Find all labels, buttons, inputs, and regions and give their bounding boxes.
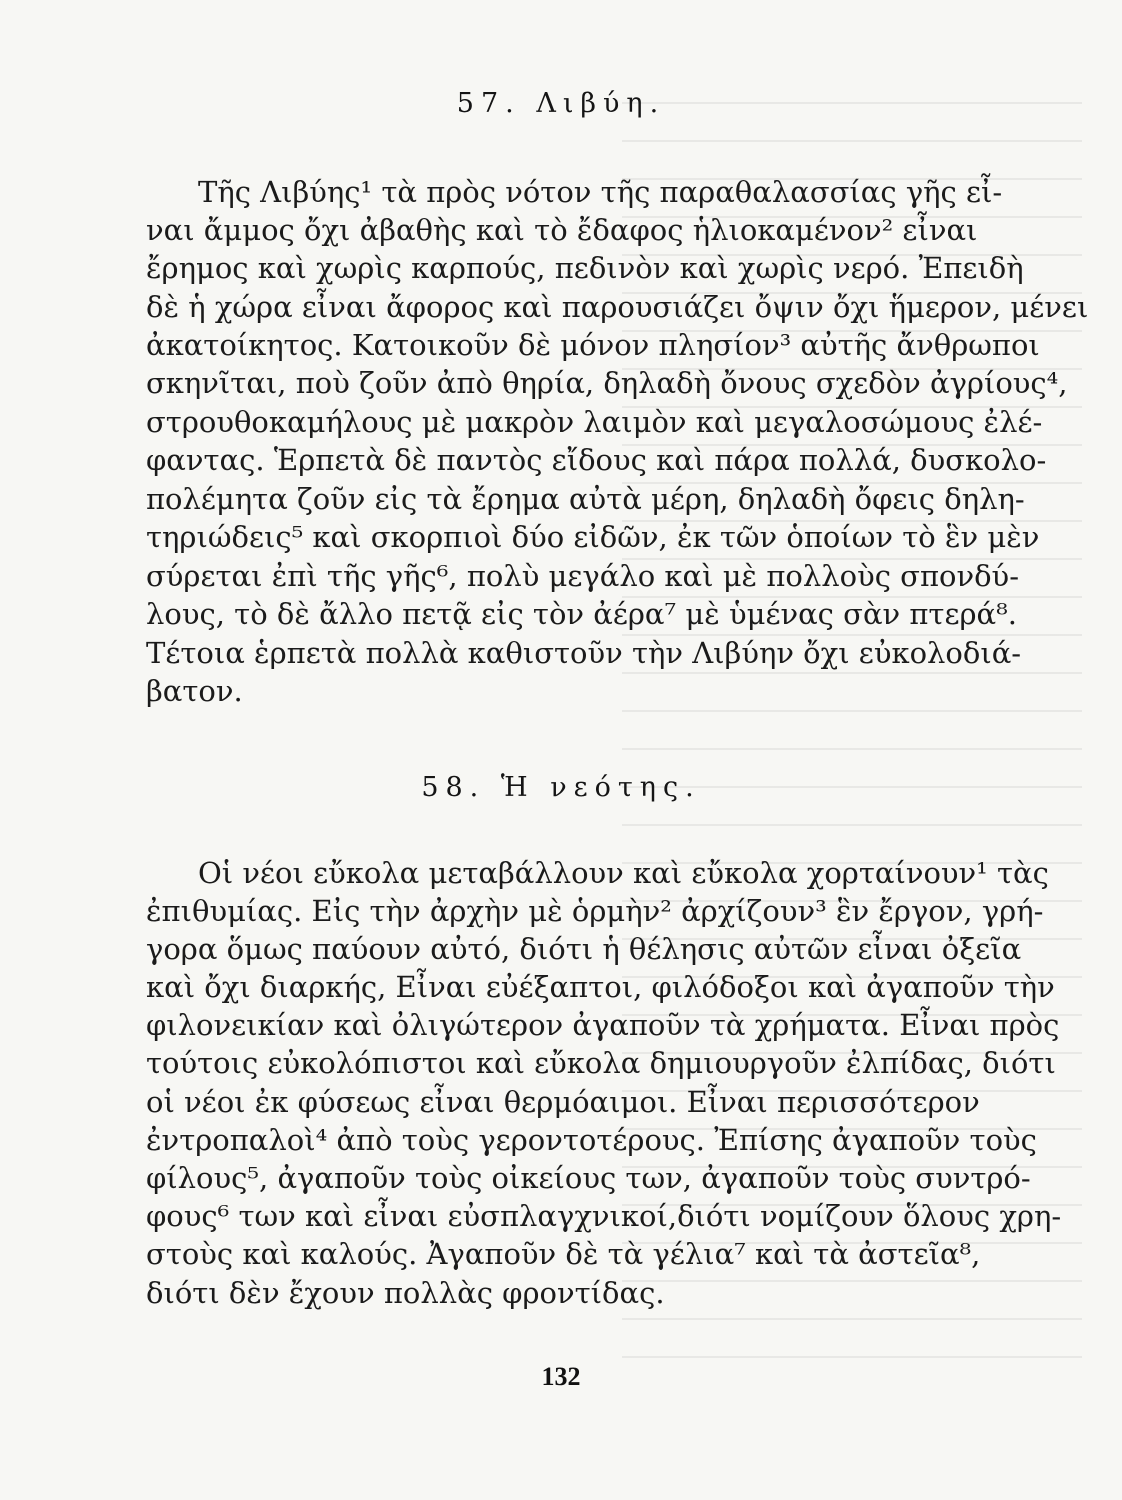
section-57-line: στρουθοκαμήλους μὲ μακρὸν λαιμὸν καὶ μεγαλοσώμους ἐλέ-	[146, 405, 1043, 439]
section-57-line: βατον.	[146, 674, 243, 708]
section-57-line: ἔρημος καὶ χωρὶς καρπούς, πεδινὸν καὶ χωρὶς νερό. Ἐπειδὴ	[146, 251, 1024, 285]
section-58-line: τούτοις εὐκολόπιστοι καὶ εὔκολα δημιουργοῦν ἐλπίδας, διότι	[146, 1046, 1056, 1080]
section-57-line: Τῆς Λιβύης¹ τὰ πρὸς νότον τῆς παραθαλασσίας γῆς εἶ-	[198, 175, 1003, 209]
section-57-title: 57. Λιβύη.	[456, 88, 666, 119]
section-57-line: πολέμητα ζοῦν εἰς τὰ ἔρημα αὐτὰ μέρη, δηλαδὴ ὄφεις δηλη-	[146, 482, 1025, 516]
section-58-line: ἐπιθυμίας. Εἰς τὴν ἀρχὴν μὲ ὁρμὴν² ἀρχίζουν³ ἓν ἔργον, γρή-	[146, 894, 1044, 928]
section-58-line: καὶ ὄχι διαρκής, Εἶναι εὐέξαπτοι, φιλόδοξοι καὶ ἀγαποῦν τὴν	[146, 970, 1055, 1004]
section-57-line: τηριώδεις⁵ καὶ σκορπιοὶ δύο εἰδῶν, ἐκ τῶν ὁποίων τὸ ἓν μὲν	[146, 520, 1040, 554]
section-57-line: ναι ἄμμος ὄχι ἀβαθὴς καὶ τὸ ἔδαφος ἡλιοκαμένον² εἶναι	[146, 213, 978, 247]
section-58-line: διότι δὲν ἔχουν πολλὰς φροντίδας.	[146, 1276, 665, 1310]
section-57-line: λους, τὸ δὲ ἄλλο πετᾷ εἰς τὸν ἀέρα⁷ μὲ ὑμένας σὰν πτερά⁸.	[146, 597, 1017, 631]
section-58-line: φίλους⁵, ἀγαποῦν τοὺς οἰκείους των, ἀγαποῦν τοὺς συντρό-	[146, 1161, 1031, 1195]
section-57-line: φαντας. Ἑρπετὰ δὲ παντὸς εἴδους καὶ πάρα πολλά, δυσκολο-	[146, 443, 1047, 477]
page-number: 132	[541, 1362, 581, 1391]
section-58-line: φιλονεικίαν καὶ ὀλιγώτερον ἀγαποῦν τὰ χρήματα. Εἶναι πρὸς	[146, 1008, 1060, 1042]
section-58-line: Οἱ νέοι εὔκολα μεταβάλλουν καὶ εὔκολα χορταίνουν¹ τὰς	[198, 856, 1049, 890]
section-58-line: φους⁶ των καὶ εἶναι εὐσπλαγχνικοί,διότι νομίζουν ὅλους χρη-	[146, 1199, 1062, 1233]
section-58-line: οἱ νέοι ἐκ φύσεως εἶναι θερμόαιμοι. Εἶναι περισσότερον	[146, 1085, 980, 1119]
section-57-line: σύρεται ἐπὶ τῆς γῆς⁶, πολὺ μεγάλο καὶ μὲ πολλοὺς σπονδύ-	[146, 559, 1019, 593]
section-58-line: στοὺς καὶ καλούς. Ἀγαποῦν δὲ τὰ γέλια⁷ καὶ τὰ ἀστεῖα⁸,	[146, 1237, 981, 1271]
section-58-line: ἐντροπαλοὶ⁴ ἀπὸ τοὺς γεροντοτέρους. Ἐπίσης ἀγαποῦν τοὺς	[146, 1123, 1037, 1157]
section-58-title: 58. Ἡ νεότης.	[421, 772, 701, 803]
section-58-line: γορα ὅμως παύουν αὐτό, διότι ἡ θέλησις αὐτῶν εἶναι ὀξεῖα	[146, 932, 1022, 966]
section-57-line: δὲ ἡ χώρα εἶναι ἄφορος καὶ παρουσιάζει ὄψιν ὄχι ἥμερον, μένει	[146, 290, 1089, 324]
section-57-line: σκηνῖται, ποὺ ζοῦν ἀπὸ θηρία, δηλαδὴ ὄνους σχεδὸν ἀγρίους⁴,	[146, 366, 1068, 400]
section-57-line: Τέτοια ἑρπετὰ πολλὰ καθιστοῦν τὴν Λιβύην ὄχι εὐκολοδιά-	[146, 636, 1022, 670]
section-57-line: ἀκατοίκητος. Κατοικοῦν δὲ μόνον πλησίον³ αὐτῆς ἄνθρωποι	[146, 328, 1040, 362]
